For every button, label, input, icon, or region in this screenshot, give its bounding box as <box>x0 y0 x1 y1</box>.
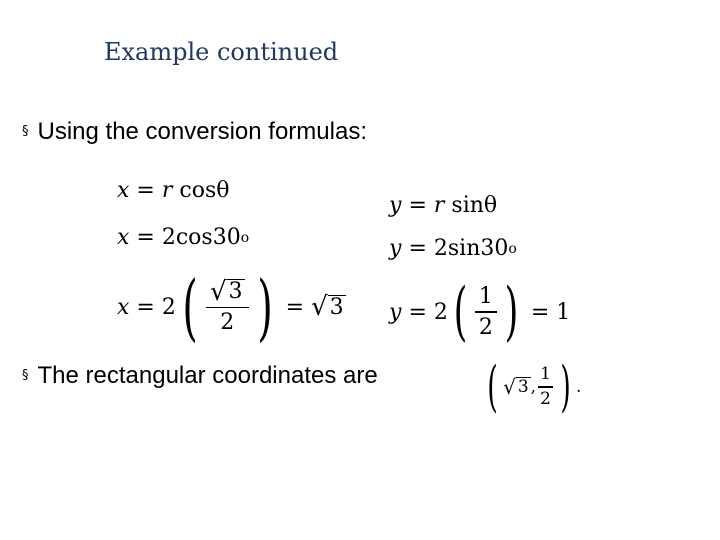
equation-x-result <box>117 262 346 352</box>
equation-x-definition <box>117 178 230 203</box>
eq-equals: = <box>408 299 427 325</box>
eq-function: sin <box>451 193 484 218</box>
eq-variable: x <box>117 294 130 320</box>
equation-y-definition <box>389 193 497 218</box>
eq-coefficient: 2 <box>161 225 176 250</box>
eq-function: sin <box>447 236 481 261</box>
bullet-marker: § <box>22 367 29 383</box>
eq-r: r <box>161 178 173 203</box>
eq-coefficient: 2 <box>161 294 176 320</box>
sqrt-symbol: √ <box>503 375 516 399</box>
left-paren: ( <box>182 265 198 349</box>
fraction <box>475 284 497 340</box>
fraction-bar <box>538 386 553 388</box>
eq-equals: = <box>136 294 155 320</box>
bullet-conversion-formulas <box>22 118 367 146</box>
bullet-text: The rectangular coordinates are <box>37 362 378 389</box>
equation-x-substituted: x = 2 cos 30 o <box>117 225 250 250</box>
right-paren: ) <box>504 275 519 349</box>
eq-theta: θ <box>483 193 498 218</box>
sqrt-argument: 3 <box>517 377 529 398</box>
numerator: 1 <box>478 283 493 309</box>
rectangular-coordinates <box>482 355 582 418</box>
coord-comma: , <box>530 377 537 397</box>
eq-equals: = <box>408 236 427 261</box>
eq-variable: x <box>117 225 130 250</box>
equation-y-result <box>389 276 570 348</box>
sqrt-argument: 3 <box>228 279 243 305</box>
eq-result: 1 <box>556 299 571 325</box>
eq-function: cos <box>179 178 217 203</box>
sqrt-argument: 3 <box>329 294 344 320</box>
result-sqrt <box>311 294 346 320</box>
coord-y-fraction <box>538 365 553 410</box>
numerator-sqrt <box>206 276 249 307</box>
eq-equals: = <box>285 294 305 320</box>
eq-equals: = <box>530 299 550 325</box>
eq-theta: θ <box>216 178 230 203</box>
eq-variable: y <box>389 299 402 325</box>
eq-equals: = <box>136 178 155 203</box>
bullet-rectangular-coordinates <box>22 362 378 390</box>
eq-angle: 30 <box>480 236 509 261</box>
coord-period: . <box>575 377 582 397</box>
eq-variable: y <box>389 236 402 261</box>
eq-function: cos <box>175 225 213 250</box>
eq-equals: = <box>136 225 155 250</box>
eq-variable: x <box>117 178 130 203</box>
bullet-text: Using the conversion formulas: <box>37 118 367 145</box>
denominator: 2 <box>478 314 493 340</box>
numerator: 1 <box>540 363 551 384</box>
right-paren: ) <box>560 355 571 418</box>
equation-y-substituted: y = 2 sin 30 o <box>389 236 517 261</box>
eq-equals: = <box>408 193 427 218</box>
eq-variable: y <box>389 193 402 218</box>
sqrt-symbol: √ <box>311 292 328 322</box>
bullet-marker: § <box>22 123 29 139</box>
slide-title: Example continued <box>104 38 339 66</box>
fraction <box>206 276 249 336</box>
left-paren: ( <box>487 355 498 418</box>
denominator: 2 <box>540 388 551 409</box>
sqrt-symbol: √ <box>209 276 227 307</box>
eq-r: r <box>433 193 445 218</box>
left-paren: ( <box>453 275 468 349</box>
denominator: 2 <box>220 310 235 336</box>
eq-coefficient: 2 <box>433 236 448 261</box>
eq-coefficient: 2 <box>433 299 448 325</box>
fraction-bar <box>206 307 249 309</box>
coord-x-sqrt <box>503 377 531 397</box>
right-paren: ) <box>256 265 273 349</box>
eq-angle: 30 <box>212 225 241 250</box>
fraction-bar <box>475 311 497 313</box>
